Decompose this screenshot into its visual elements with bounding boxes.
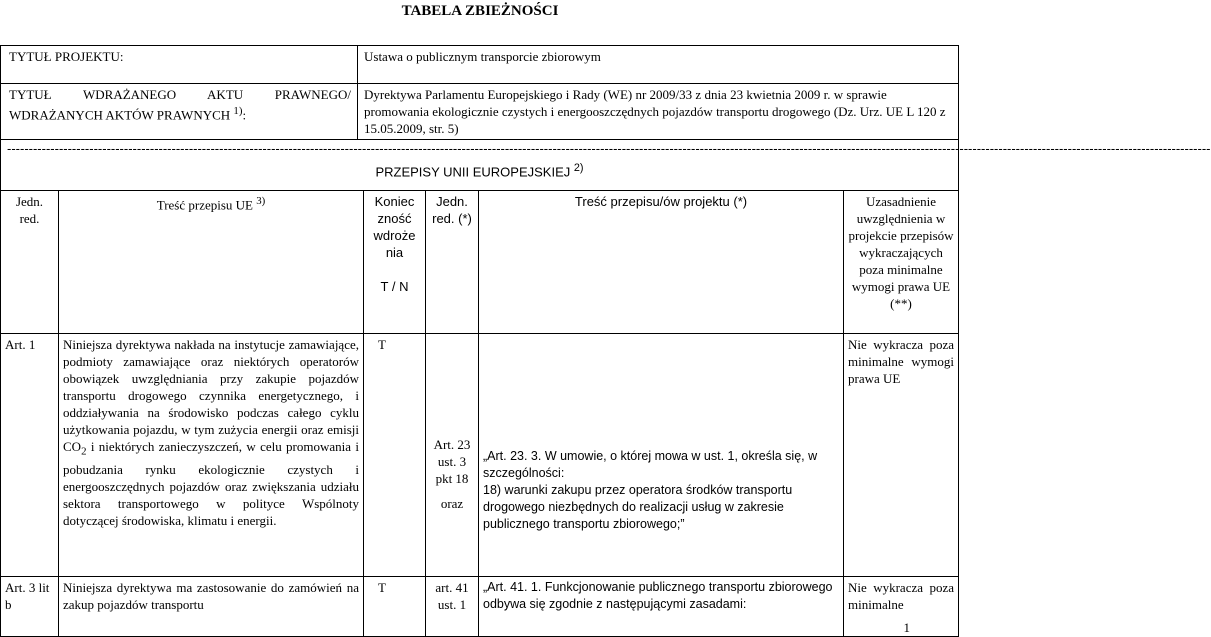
row1-eu-text-part1: Niniejsza dyrektywa nakłada na instytucje zamawiające, podmioty zamawiające oraz niektórych operatorów obowiązek uwzględniania przy zakupie pojazdów transportu drogowego czynnika energetycznego, i oddziaływania na środowisko podczas całego cyklu użytkowania pojazdu, w tym zużycia energii oraz emisji CO xyxy=(63,337,359,454)
row1-project-text-point: 18) warunki zakupu przez operatora środków transportu drogowego niezbędnych do realizacji usług w zakresie publicznego transportu zbiorowego;” xyxy=(483,483,793,531)
row1-project-text-spacer xyxy=(483,336,839,448)
page-number: 1 xyxy=(903,620,910,635)
row2-project-unit-text: art. 41 ust. 1 xyxy=(435,580,469,612)
row2-project-text-content: „Art. 41. 1. Funkcjonowanie publicznego transportu zbiorowego odbywa się zgodnie z następującymi zasadami: xyxy=(483,580,833,611)
row1-justification-text: Nie wykracza poza minimalne wymogi prawa UE xyxy=(848,337,954,386)
row2-eu-text xyxy=(59,577,364,637)
table-row xyxy=(1,577,959,637)
row1-justification xyxy=(844,334,959,577)
header-eu-text xyxy=(59,191,364,334)
row2-tn-text: T xyxy=(378,580,386,595)
row2-justification xyxy=(844,577,959,637)
document-title: TABELA ZBIEŻNOŚCI xyxy=(401,3,559,19)
implemented-acts-label-line2: WDRAŻANYCH AKTÓW PRAWNYCH xyxy=(9,107,231,123)
header-implementation xyxy=(364,191,426,334)
header-implementation-text: Koniec zność wdroże nia xyxy=(373,194,416,260)
row1-project-unit-spacer xyxy=(430,336,474,436)
implemented-acts-label-line2-wrap xyxy=(9,103,351,123)
header-justification-text: Uzasadnienie uwzględnienia w projekcie przepisów wykraczających poza minimalne wymogi prawa UE (**) xyxy=(848,194,954,311)
separator-line: -------------------------------------------------------------------------------------------------------------------------------------------------------------------------------------------------------------------------------------------------------------------------------------- xyxy=(7,141,1211,156)
eu-provisions-label: PRZEPISY UNII EUROPEJSKIEJ xyxy=(375,164,571,180)
eu-provisions-section xyxy=(1,140,1211,191)
project-title-value-text: Ustawa o publicznym transporcie zbiorowym xyxy=(364,49,601,64)
correlation-table xyxy=(0,190,959,637)
row1-project-text xyxy=(479,334,844,577)
implemented-acts-label-sup: 1) xyxy=(233,105,243,117)
project-title-label-text: TYTUŁ PROJEKTU: xyxy=(9,49,124,64)
header-unit-text: Jedn. red. xyxy=(15,194,44,226)
header-unit xyxy=(1,191,59,334)
header-implementation-tn: T / N xyxy=(380,279,409,294)
row1-project-text-intro: „Art. 23. 3. W umowie, o której mowa w ust. 1, określa się, w szczególności: xyxy=(483,449,818,480)
row2-unit-text: Art. 3 lit b xyxy=(5,580,50,612)
header-project-text-label: Treść przepisu/ów projektu (*) xyxy=(574,194,748,209)
row1-project-unit-text: Art. 23 ust. 3 pkt 18 xyxy=(433,437,471,486)
row1-eu-text-part2: i niektórych zanieczyszczeń, w celu promowania i pobudzania rynku ekologicznie czystych i energooszczędnych pojazdów oraz zwiększania udziału sektora transportowego w polityce Wspólnoty dotyczącej środowiska, klimatu i energii. xyxy=(63,439,359,528)
implemented-acts-label-colon: : xyxy=(242,107,247,123)
header-project-unit-text: Jedn. red. (*) xyxy=(432,194,472,226)
table-header-row xyxy=(1,191,959,334)
table-row xyxy=(1,334,959,577)
row2-project-text xyxy=(479,577,844,637)
implemented-acts-label-line1: TYTUŁ WDRAŻANEGO AKTU PRAWNEGO/ xyxy=(9,87,351,102)
row1-tn xyxy=(364,334,426,577)
row2-justification-text: Nie wykracza poza minimalne xyxy=(848,580,954,612)
implemented-acts-value xyxy=(358,84,959,140)
row1-project-unit xyxy=(426,334,479,577)
row2-unit xyxy=(1,577,59,637)
row1-eu-text xyxy=(59,334,364,577)
row1-project-unit-and: oraz xyxy=(440,496,464,511)
implemented-acts-value-text: Dyrektywa Parlamentu Europejskiego i Rady (WE) nr 2009/33 z dnia 23 kwietnia 2009 r. w sprawie promowania ekologicznie czystych i energooszczędnych pojazdów transportu drogowego (Dz. Urz. UE L 120 z 15.05.2009, str. 5) xyxy=(364,87,946,136)
row1-unit-text: Art. 1 xyxy=(5,337,36,352)
header-justification xyxy=(844,191,959,334)
header-project-text xyxy=(479,191,844,334)
header-eu-text-sup: 3) xyxy=(256,195,266,207)
project-title-value xyxy=(358,46,959,84)
project-title-label xyxy=(1,46,358,84)
eu-provisions-sup: 2) xyxy=(573,162,584,174)
header-eu-text-label: Treść przepisu UE xyxy=(156,197,253,213)
row1-eu-text-sub: 2 xyxy=(81,445,87,458)
row1-unit xyxy=(1,334,59,577)
row2-eu-text-content: Niniejsza dyrektywa ma zastosowanie do zamówień na zakup pojazdów transportu xyxy=(63,580,359,612)
row1-tn-text: T xyxy=(378,337,386,352)
implemented-acts-label xyxy=(1,84,358,140)
row2-tn xyxy=(364,577,426,637)
row2-project-unit xyxy=(426,577,479,637)
eu-provisions-heading xyxy=(7,160,952,180)
header-project-unit xyxy=(426,191,479,334)
metadata-table xyxy=(0,45,1211,191)
